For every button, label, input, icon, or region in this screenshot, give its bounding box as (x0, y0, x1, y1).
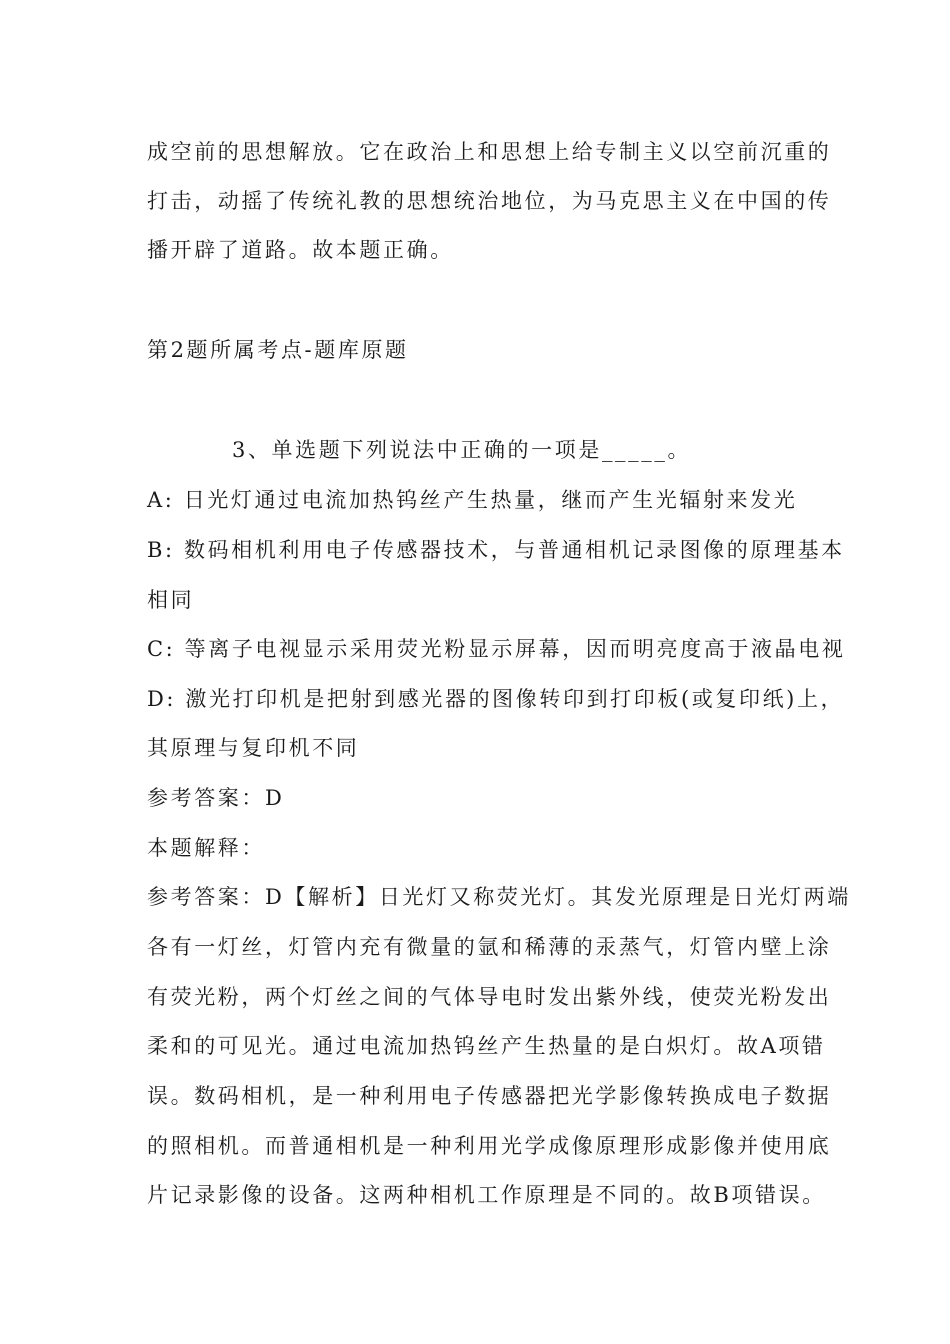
explanation-line: 的照相机。而普通相机是一种利用光学成像原理形成影像并使用底 (147, 1134, 832, 1158)
prev-explanation-line-1: 成空前的思想解放。它在政治上和思想上给专制主义以空前沉重的 (147, 140, 832, 164)
prev-explanation-line-2: 打击，动摇了传统礼教的思想统治地位，为马克思主义在中国的传 (147, 189, 832, 213)
explanation-line: 各有一灯丝，灯管内充有微量的氩和稀薄的汞蒸气，灯管内壁上涂 (147, 935, 832, 959)
explanation-line: 参考答案：D【解析】日光灯又称荧光灯。其发光原理是日光灯两端 (147, 885, 851, 909)
option-b-line-1: B: 数码相机利用电子传感器技术，与普通相机记录图像的原理基本 (147, 538, 845, 562)
answer-label: 参考答案：D (147, 786, 285, 810)
explanation-line: 有荧光粉，两个灯丝之间的气体导电时发出紫外线，使荧光粉发出 (147, 985, 832, 1009)
explanation-heading: 本题解释： (147, 836, 265, 860)
explanation-line: 片记录影像的设备。这两种相机工作原理是不同的。故B项错误。 (147, 1183, 826, 1207)
explanation-line: 柔和的可见光。通过电流加热钨丝产生热量的是白炽灯。故A项错 (147, 1034, 826, 1058)
option-d-line-2: 其原理与复印机不同 (147, 736, 360, 760)
option-c: C: 等离子电视显示采用荧光粉显示屏幕，因而明亮度高于液晶电视 (147, 637, 846, 661)
question-stem: 3、单选题下列说法中正确的一项是_____。 (232, 438, 692, 462)
option-a: A: 日光灯通过电流加热钨丝产生热量，继而产生光辐射来发光 (147, 488, 798, 512)
option-d-line-1: D: 激光打印机是把射到感光器的图像转印到打印板(或复印纸)上， (147, 687, 845, 711)
option-b-line-2: 相同 (147, 588, 195, 612)
prev-explanation-line-3: 播开辟了道路。故本题正确。 (147, 238, 454, 262)
explanation-line: 误。数码相机，是一种利用电子传感器把光学影像转换成电子数据 (147, 1084, 832, 1108)
exam-point-label: 第2题所属考点-题库原题 (147, 338, 409, 362)
